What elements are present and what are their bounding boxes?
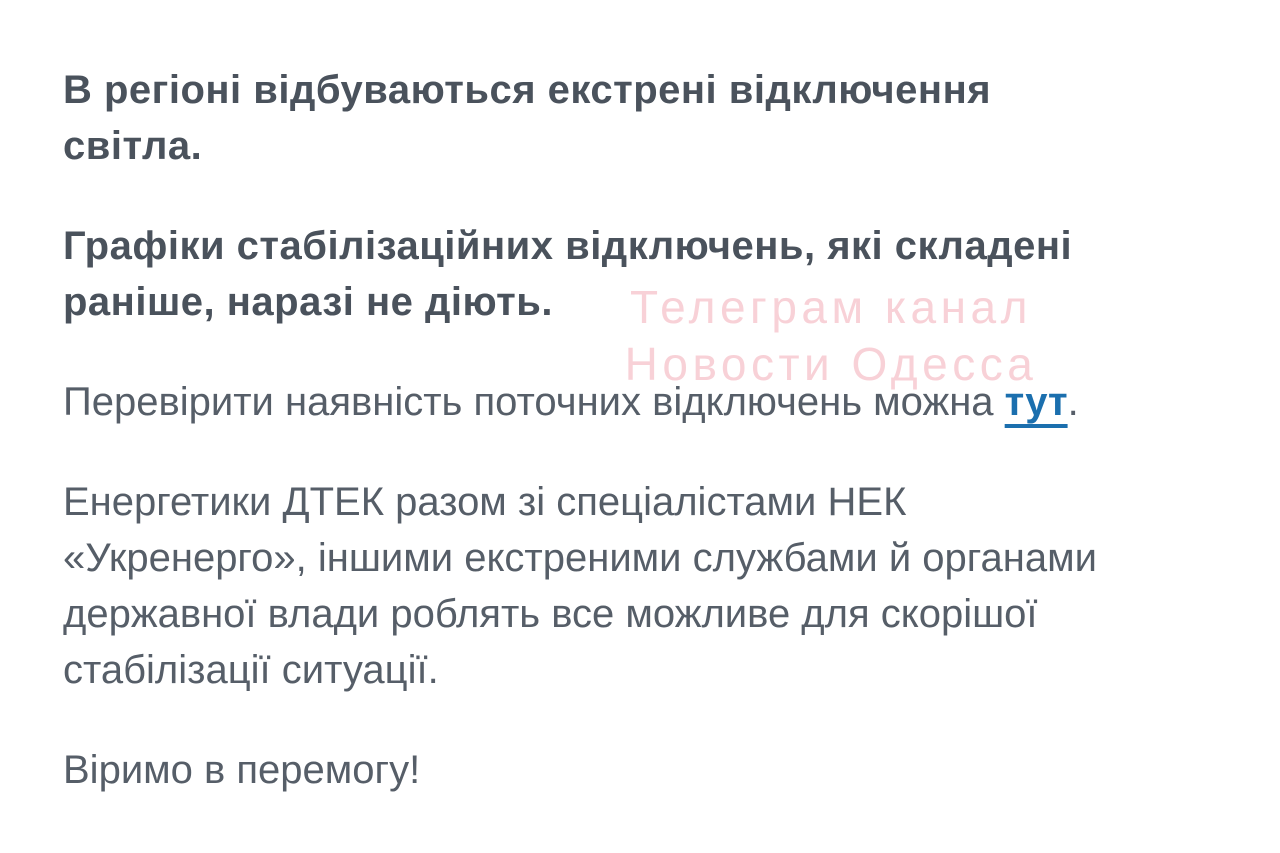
paragraph-line: Енергетики ДТЕК разом зі спеціалістами НЕК [63,480,907,524]
watermark-line: Новости Одесса [624,338,1038,390]
check-outages-text: Перевірити наявність поточних відключень можна [63,380,1005,424]
paragraph-line: раніше, наразі не діють. [63,280,553,324]
paragraph-victory [63,742,1250,798]
sentence-period: . [1067,380,1079,424]
paragraph-line: Графіки стабілізаційних відключень, які складені [63,224,1073,268]
paragraph-check-outages [63,374,1250,430]
paragraph-line: світла. [63,124,203,168]
check-outages-link[interactable]: тут [1004,380,1068,424]
paragraph-line: стабілізації ситуації. [63,648,439,692]
paragraph-line: В регіоні відбуваються екстрені відключення [63,68,992,112]
paragraph-dtek-efforts [63,474,1250,698]
paragraph-emergency-outages [63,62,1250,174]
paragraph-line: Віримо в перемогу! [63,748,421,792]
paragraph-schedules-inactive [63,218,1250,330]
watermark-line: Телеграм канал [630,281,1032,333]
paragraph-line: державної влади роблять все можливе для скорішої [63,592,1038,636]
paragraph-line: «Укренерго», іншими екстреними службами й органами [63,536,1097,580]
